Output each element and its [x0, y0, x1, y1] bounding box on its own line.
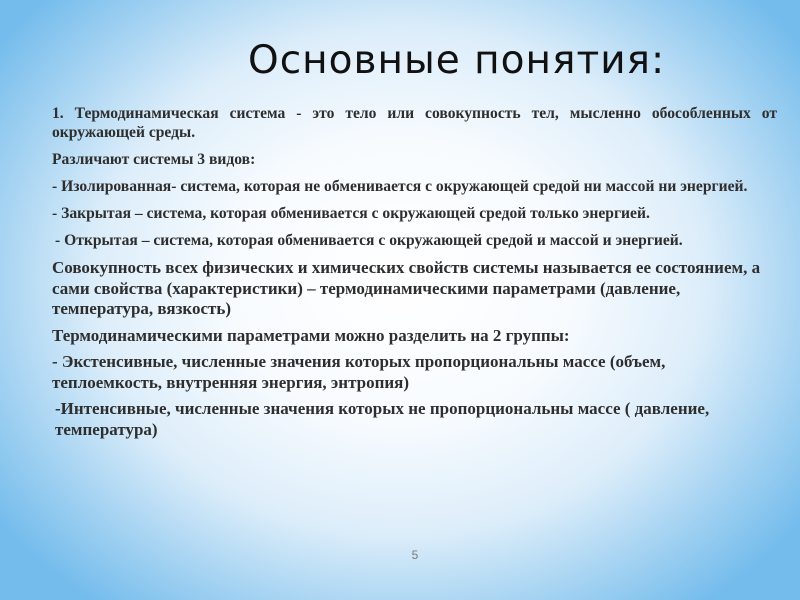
- parameter-group-extensive: - Экстенсивные, численные значения которых пропорциональны массе (объем, теплоемкость, внутренняя энергия, энтропия): [52, 352, 666, 392]
- definition-system-state: Совокупность всех физических и химических свойств системы называется ее состоянием, а сами свойства (характеристики) – термодинамическими параметрами (давление, температура, вязкость): [52, 258, 761, 318]
- page-number: 5: [411, 548, 419, 562]
- system-type-closed: - Закрытая – система, которая обменивается с окружающей средой только энергией.: [52, 205, 650, 222]
- system-type-open: - Открытая – система, которая обменивается с окружающей средой и массой и энергией.: [55, 232, 683, 249]
- parameter-group-intensive: -Интенсивные, численные значения которых не пропорциональны массе ( давление, температура): [55, 399, 710, 439]
- slide-body: [52, 104, 777, 446]
- system-types-intro: Различают системы 3 видов:: [52, 151, 256, 168]
- system-type-isolated: - Изолированная- система, которая не обменивается с окружающей средой ни массой ни энергией.: [52, 178, 748, 195]
- definition-thermodynamic-system: 1. Термодинамическая система - это тело или совокупность тел, мысленно обособленных от окружающей среды.: [52, 105, 777, 141]
- parameter-groups-intro: Термодинамическими параметрами можно разделить на 2 группы:: [52, 325, 570, 345]
- slide-title: Основные понятия:: [248, 38, 666, 83]
